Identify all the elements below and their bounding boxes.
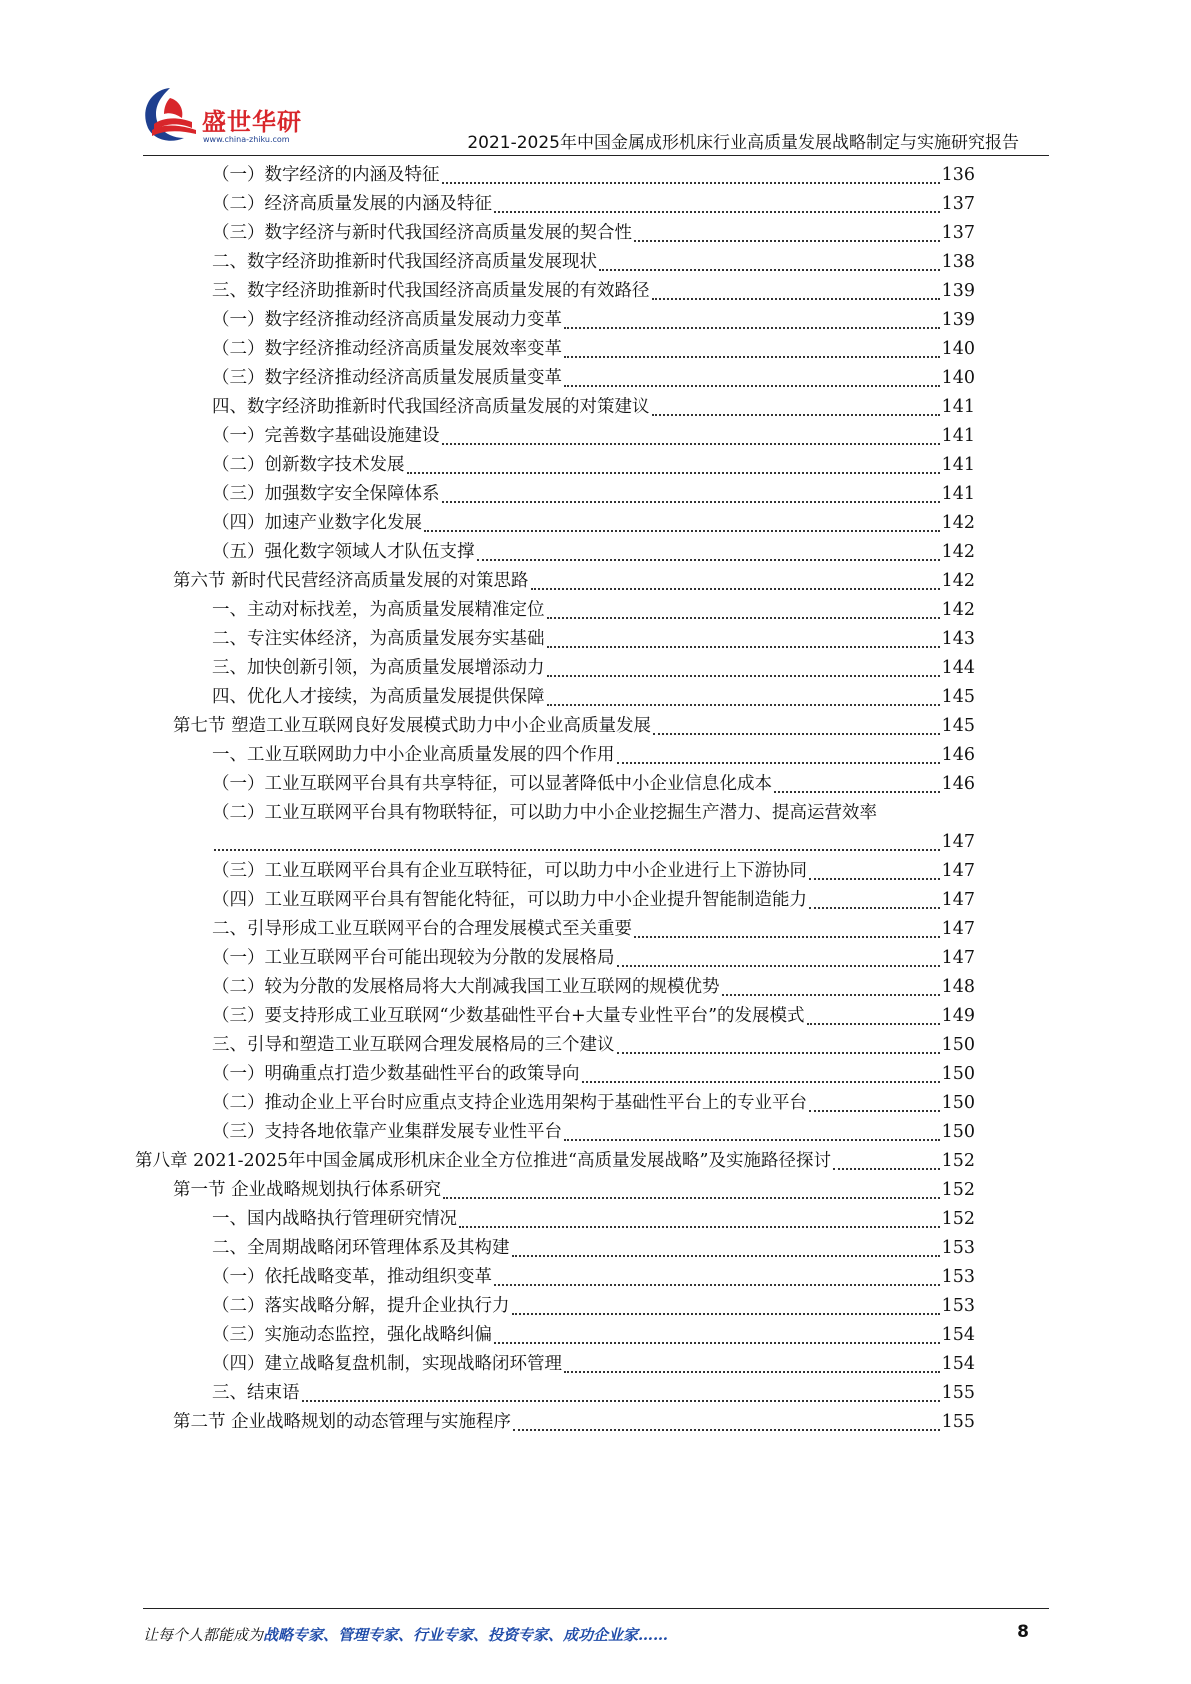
toc-entry[interactable] [212, 653, 975, 684]
toc-entry-page: 147 [941, 861, 975, 881]
toc-entry[interactable] [212, 218, 975, 249]
toc-entry-page: 137 [941, 194, 975, 214]
slogan-roles: 战略专家、管理专家、行业专家、投资专家、成功企业家…… [263, 1626, 669, 1644]
toc-entry-label: 二、引导形成工业互联网平台的合理发展模式至关重要 [212, 919, 632, 939]
toc-leader-dots [547, 595, 940, 626]
toc-entry-page: 140 [941, 339, 975, 359]
toc-leader-dots [722, 972, 940, 1003]
toc-leader-dots [634, 914, 940, 945]
toc-leader-dots [809, 885, 940, 916]
toc-entry-page: 139 [941, 281, 975, 301]
toc-leader-dots [564, 363, 940, 394]
toc-entry[interactable] [212, 334, 975, 365]
toc-leader-dots [494, 1320, 940, 1351]
toc-entry-page: 145 [941, 687, 975, 707]
toc-entry[interactable] [212, 508, 975, 539]
toc-entry-page: 148 [941, 977, 975, 997]
toc-entry[interactable] [212, 914, 975, 945]
toc-entry-label: 第七节 塑造工业互联网良好发展模式助力中小企业高质量发展 [173, 716, 652, 736]
toc-leader-dots [617, 1030, 940, 1061]
toc-entry-page: 140 [941, 368, 975, 388]
toc-entry-label: （五）强化数字领域人才队伍支撑 [212, 542, 475, 562]
toc-entry-page: 144 [941, 658, 975, 678]
toc-entry-page: 153 [941, 1238, 975, 1258]
toc-entry-label: （四）加速产业数字化发展 [212, 513, 422, 533]
toc-entry-page: 147 [941, 948, 975, 968]
toc-leader-dots [442, 479, 940, 510]
toc-entry-page: 150 [941, 1064, 975, 1084]
toc-entry-page: 142 [941, 513, 975, 533]
toc-entry-page: 137 [941, 223, 975, 243]
toc-entry[interactable] [212, 450, 975, 481]
toc-entry[interactable] [212, 392, 975, 423]
toc-entry-label: （三）支持各地依靠产业集群发展专业性平台 [212, 1122, 562, 1142]
toc-leader-dots [564, 305, 940, 336]
toc-entry-page: 139 [941, 310, 975, 330]
toc-entry-page: 145 [941, 716, 975, 736]
toc-entry-label: 一、工业互联网助力中小企业高质量发展的四个作用 [212, 745, 615, 765]
footer-slogan [143, 1624, 668, 1645]
toc-leader-dots [564, 334, 940, 365]
logo-name: 盛世华研 [202, 108, 302, 136]
toc-entry-page: 143 [941, 629, 975, 649]
toc-entry-label: （一）工业互联网平台具有共享特征，可以显著降低中小企业信息化成本 [212, 774, 772, 794]
toc-entry-page: 152 [941, 1209, 975, 1229]
toc-entry-label: （二）经济高质量发展的内涵及特征 [212, 194, 492, 214]
toc-leader-dots [617, 740, 940, 771]
toc-entry-label: 二、数字经济助推新时代我国经济高质量发展现状 [212, 252, 597, 272]
toc-entry-label: 四、数字经济助推新时代我国经济高质量发展的对策建议 [212, 397, 650, 417]
toc-entry-page: 147 [941, 919, 975, 939]
toc-entry-page: 152 [941, 1180, 975, 1200]
toc-leader-dots [442, 421, 940, 452]
toc-entry-label: 四、优化人才接续，为高质量发展提供保障 [212, 687, 545, 707]
toc-leader-dots [477, 537, 940, 568]
toc-entry-label: （二）数字经济推动经济高质量发展效率变革 [212, 339, 562, 359]
toc-leader-dots [424, 508, 940, 539]
toc-entry-label: 二、专注实体经济，为高质量发展夯实基础 [212, 629, 545, 649]
toc-entry-label: （一）明确重点打造少数基础性平台的政策导向 [212, 1064, 580, 1084]
toc-entry-page: 150 [941, 1093, 975, 1113]
toc-entry-page: 154 [941, 1325, 975, 1345]
toc-leader-dots [582, 1059, 940, 1090]
toc-entry-label: （三）数字经济推动经济高质量发展质量变革 [212, 368, 562, 388]
toc-entry[interactable] [212, 972, 975, 1003]
toc-entry[interactable] [212, 1030, 975, 1061]
toc-entry-page: 147 [941, 832, 975, 852]
toc-entry-label: （一）工业互联网平台可能出现较为分散的发展格局 [212, 948, 615, 968]
toc-entry-label: （三）加强数字安全保障体系 [212, 484, 440, 504]
toc-leader-dots [807, 1001, 940, 1032]
toc-entry-page: 142 [941, 571, 975, 591]
toc-entry-page: 141 [941, 484, 975, 504]
toc-entry[interactable] [212, 479, 975, 510]
toc-entry-page: 141 [941, 397, 975, 417]
toc-entry-page: 149 [941, 1006, 975, 1026]
toc-leader-dots [652, 276, 940, 307]
toc-entry-page: 142 [941, 600, 975, 620]
toc-entry[interactable] [212, 1059, 975, 1090]
toc-entry[interactable] [212, 1204, 975, 1235]
toc-entry-label: （四）工业互联网平台具有智能化特征，可以助力中小企业提升智能制造能力 [212, 890, 807, 910]
toc-entry[interactable] [173, 1407, 975, 1438]
company-logo [140, 84, 320, 154]
toc-entry[interactable] [212, 943, 975, 974]
toc-entry-label: （二）工业互联网平台具有物联特征，可以助力中小企业挖掘生产潜力、提高运营效率 [212, 803, 877, 823]
toc-leader-dots [494, 1262, 940, 1293]
toc-entry-label: 三、引导和塑造工业互联网合理发展格局的三个建议 [212, 1035, 615, 1055]
toc-entry[interactable] [173, 1175, 975, 1206]
toc-entry[interactable] [212, 1088, 975, 1119]
toc-entry[interactable] [212, 798, 975, 856]
toc-entry-label: （三）实施动态监控，强化战略纠偏 [212, 1325, 492, 1345]
toc-entry-label: 第一节 企业战略规划执行体系研究 [173, 1180, 442, 1200]
toc-entry-page: 153 [941, 1296, 975, 1316]
toc-entry-page: 142 [941, 542, 975, 562]
toc-entry[interactable] [212, 740, 975, 771]
toc-entry-label: （二）推动企业上平台时应重点支持企业选用架构于基础性平台上的专业平台 [212, 1093, 807, 1113]
toc-entry-page: 153 [941, 1267, 975, 1287]
toc-entry[interactable] [212, 595, 975, 626]
toc-leader-dots [302, 1378, 940, 1409]
toc-entry-page: 150 [941, 1035, 975, 1055]
toc-entry-page: 141 [941, 426, 975, 446]
logo-mark-icon [140, 84, 204, 148]
toc-entry-label: （二）较为分散的发展格局将大大削减我国工业互联网的规模优势 [212, 977, 720, 997]
toc-entry[interactable] [212, 1349, 975, 1380]
toc-entry[interactable] [212, 276, 975, 307]
toc-entry-label: （一）数字经济推动经济高质量发展动力变革 [212, 310, 562, 330]
toc-entry[interactable] [212, 885, 975, 916]
toc-entry[interactable] [212, 537, 975, 568]
page-header [0, 0, 1191, 153]
toc-entry[interactable] [212, 160, 975, 191]
toc-leader-dots [564, 1349, 940, 1380]
toc-entry[interactable] [212, 305, 975, 336]
toc-leader-dots [214, 827, 940, 858]
toc-leader-dots [459, 1204, 940, 1235]
toc-entry[interactable] [212, 363, 975, 394]
toc-leader-dots [617, 943, 940, 974]
toc-leader-dots [513, 1407, 940, 1438]
logo-url: www.china-zhiku.com [203, 135, 290, 144]
toc-entry-label: 三、结束语 [212, 1383, 300, 1403]
toc-entry-label: （三）工业互联网平台具有企业互联特征，可以助力中小企业进行上下游协同 [212, 861, 807, 881]
toc-entry[interactable] [212, 1001, 975, 1032]
toc-leader-dots [833, 1146, 940, 1177]
toc-entry-label: （三）要支持形成工业互联网“少数基础性平台+大量专业性平台”的发展模式 [212, 1006, 805, 1026]
toc-leader-dots [512, 1233, 940, 1264]
toc-entry-page: 138 [941, 252, 975, 272]
toc-entry-label: （三）数字经济与新时代我国经济高质量发展的契合性 [212, 223, 632, 243]
toc-entry-page: 146 [941, 774, 975, 794]
toc-entry[interactable] [173, 711, 975, 742]
footer-divider [143, 1608, 1049, 1609]
slogan-prefix: 让每个人都能成为 [143, 1626, 264, 1644]
toc-entry-page: 152 [941, 1151, 975, 1171]
toc-entry-label: （二）落实战略分解，提升企业执行力 [212, 1296, 510, 1316]
toc-entry-label: 二、全周期战略闭环管理体系及其构建 [212, 1238, 510, 1258]
toc-leader-dots [547, 653, 940, 684]
toc-leader-dots [774, 769, 940, 800]
toc-entry[interactable] [212, 247, 975, 278]
page-number: 8 [1017, 1622, 1029, 1642]
toc-entry[interactable] [212, 421, 975, 452]
toc-entry-page: 136 [941, 165, 975, 185]
toc-entry-label: 三、数字经济助推新时代我国经济高质量发展的有效路径 [212, 281, 650, 301]
toc-entry[interactable] [135, 1146, 975, 1177]
toc-leader-dots [547, 624, 940, 655]
toc-leader-dots [442, 160, 940, 191]
toc-entry-page: 155 [941, 1383, 975, 1403]
toc-entry-label: （一）完善数字基础设施建设 [212, 426, 440, 446]
toc-entry[interactable] [212, 1378, 975, 1409]
header-divider [143, 155, 1049, 156]
toc-leader-dots [531, 566, 940, 597]
toc-leader-dots [512, 1291, 940, 1322]
toc-entry-page: 155 [941, 1412, 975, 1432]
toc-leader-dots [809, 1088, 940, 1119]
toc-entry-label: 一、主动对标找差，为高质量发展精准定位 [212, 600, 545, 620]
toc-leader-dots [652, 392, 940, 423]
toc-entry[interactable] [212, 1320, 975, 1351]
toc-entry[interactable] [212, 1262, 975, 1293]
report-title: 2021-2025年中国金属成形机床行业高质量发展战略制定与实施研究报告 [467, 133, 1019, 153]
toc-entry-label: （一）数字经济的内涵及特征 [212, 165, 440, 185]
toc-entry[interactable] [212, 1233, 975, 1264]
toc-entry-label: 第八章 2021-2025年中国金属成形机床企业全方位推进“高质量发展战略”及实施路径探讨 [135, 1151, 831, 1171]
toc-entry[interactable] [173, 566, 975, 597]
toc-entry-page: 141 [941, 455, 975, 475]
toc-leader-dots [653, 711, 940, 742]
toc-entry[interactable] [212, 1117, 975, 1148]
toc-leader-dots [599, 247, 940, 278]
toc-leader-dots [494, 189, 940, 220]
toc-entry-label: 第二节 企业战略规划的动态管理与实施程序 [173, 1412, 512, 1432]
toc-entry-label: （二）创新数字技术发展 [212, 455, 405, 475]
toc-leader-dots [407, 450, 940, 481]
toc-entry[interactable] [212, 624, 975, 655]
page-footer [143, 1620, 1049, 1648]
toc-entry-page: 146 [941, 745, 975, 765]
toc-leader-dots [634, 218, 940, 249]
toc-entry-label: （四）建立战略复盘机制，实现战略闭环管理 [212, 1354, 562, 1374]
toc-entry-label: 一、国内战略执行管理研究情况 [212, 1209, 457, 1229]
toc-entry-page: 147 [941, 890, 975, 910]
toc-entry-page: 154 [941, 1354, 975, 1374]
toc-leader-dots [443, 1175, 940, 1206]
toc-entry-label: （一）依托战略变革，推动组织变革 [212, 1267, 492, 1287]
toc-leader-dots [564, 1117, 940, 1148]
toc-leader-dots [547, 682, 940, 713]
toc-entry-label: 第六节 新时代民营经济高质量发展的对策思路 [173, 571, 529, 591]
toc-entry[interactable] [212, 189, 975, 220]
toc-entry[interactable] [212, 856, 975, 887]
toc-entry-label: 三、加快创新引领，为高质量发展增添动力 [212, 658, 545, 678]
toc-entry-page: 150 [941, 1122, 975, 1142]
toc-entry[interactable] [212, 1291, 975, 1322]
toc-entry[interactable] [212, 769, 975, 800]
toc-entry[interactable] [212, 682, 975, 713]
toc-leader-dots [809, 856, 940, 887]
